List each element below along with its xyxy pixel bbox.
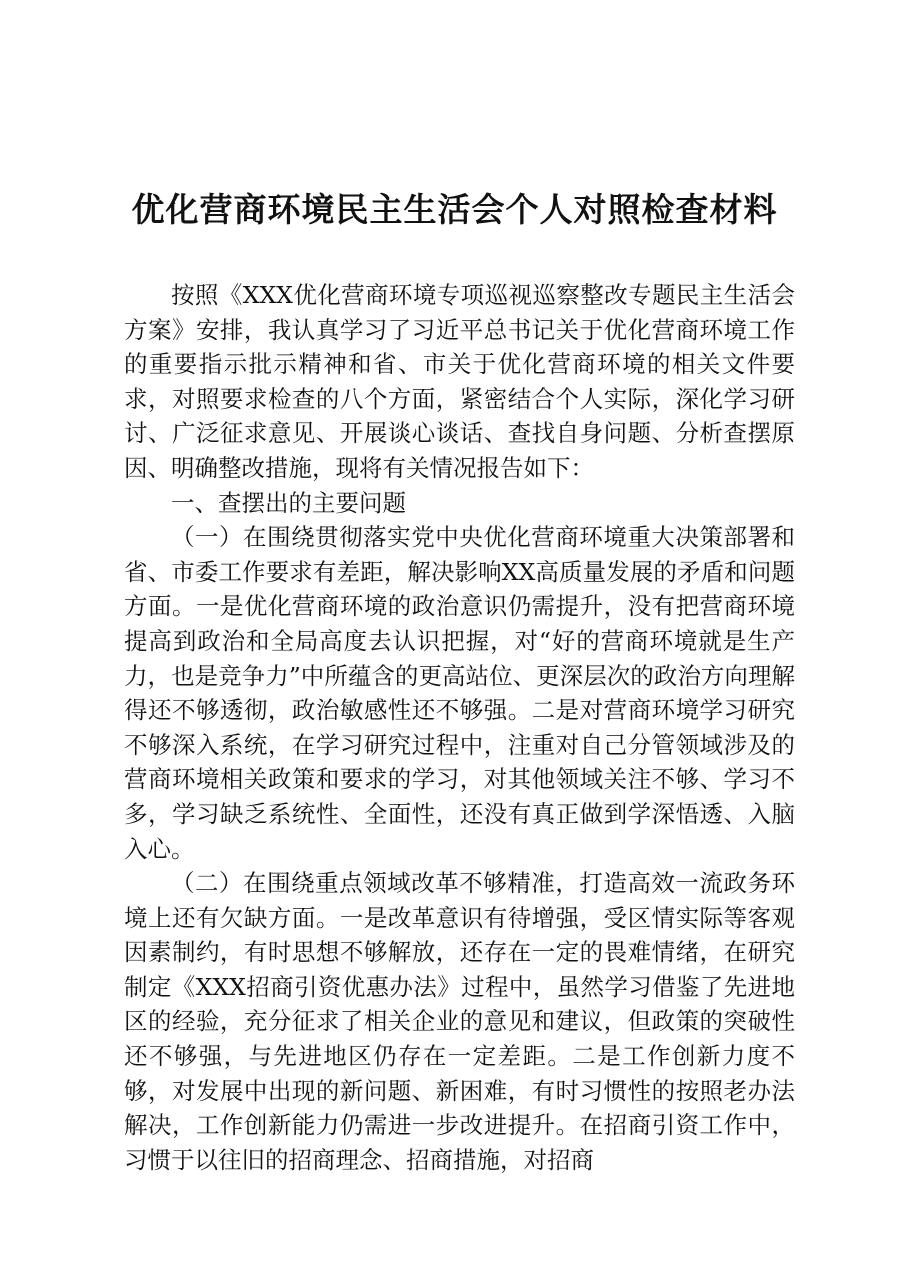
document-body	[124, 278, 795, 1177]
paragraph-item-1: （一）在围绕贯彻落实党中央优化营商环境重大决策部署和省、市委工作要求有差距，解决影响XX高质量发展的矛盾和问题方面。一是优化营商环境的政治意识仍需提升，没有把营商环境提高到政治和全局高度去认识把握，对“好的营商环境就是生产力，也是竞争力”中所蕴含的更高站位、更深层次的政治方向理解得还不够透彻，政治敏感性还不够强。二是对营商环境学习研究不够深入系统，在学习研究过程中，注重对自己分管领域涉及的营商环境相关政策和要求的学习，对其他领域关注不够、学习不多，学习缺乏系统性、全面性，还没有真正做到学深悟透、入脑入心。	[124, 523, 795, 863]
paragraph-intro: 按照《XXX优化营商环境专项巡视巡察整改专题民主生活会方案》安排，我认真学习了习近平总书记关于优化营商环境工作的重要指示批示精神和省、市关于优化营商环境的相关文件要求，对照要求检查的八个方面，紧密结合个人实际，深化学习研讨、广泛征求意见、开展谈心谈话、查找自身问题、分析查摆原因、明确整改措施，现将有关情况报告如下：	[124, 281, 795, 482]
section-heading: 一、查摆出的主要问题	[171, 488, 406, 517]
document-title: 优化营商环境民主生活会个人对照检查材料	[131, 190, 778, 229]
paragraph-item-2: （二）在围绕重点领域改革不够精准，打造高效一流政务环境上还有欠缺方面。一是改革意识有待增强，受区情实际等客观因素制约，有时思想不够解放，还存在一定的畏难情绪，在研究制定《XXX招商引资优惠办法》过程中，虽然学习借鉴了先进地区的经验，充分征求了相关企业的意见和建议，但政策的突破性还不够强，与先进地区仍存在一定差距。二是工作创新力度不够，对发展中出现的新问题、新困难，有时习惯性的按照老办法解决，工作创新能力仍需进一步改进提升。在招商引资工作中，习惯于以往旧的招商理念、招商措施，对招商	[124, 869, 795, 1174]
